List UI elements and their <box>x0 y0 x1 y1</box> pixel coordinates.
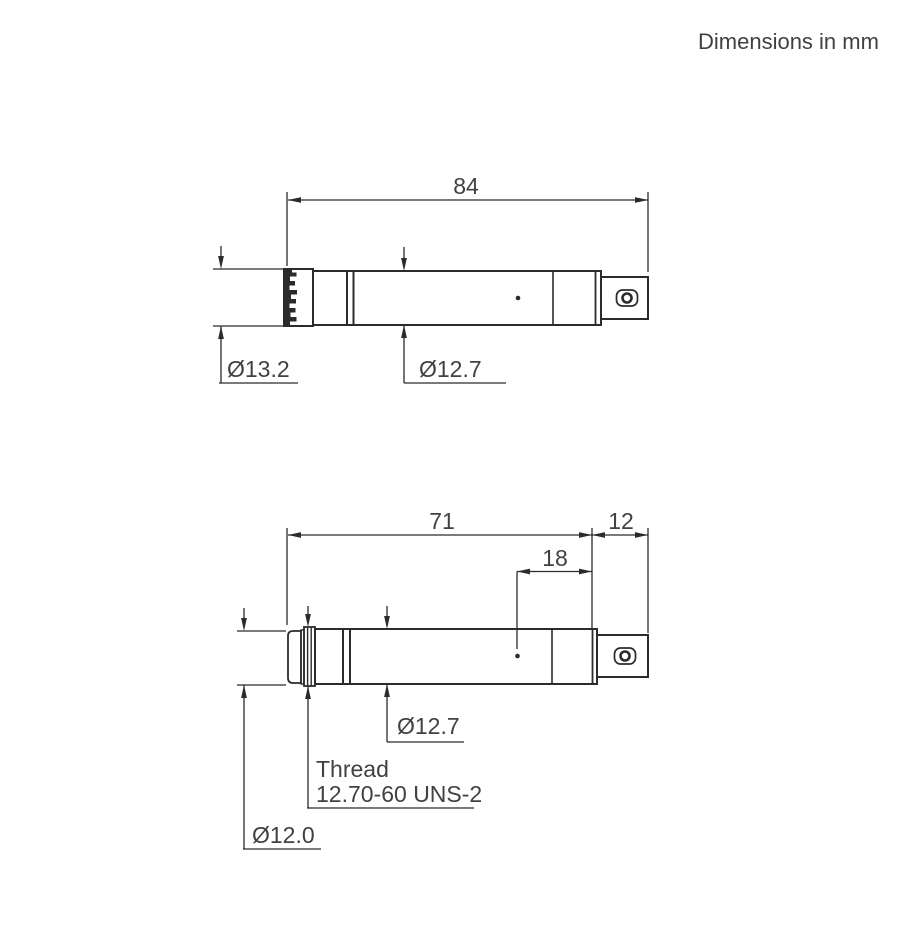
thread-label-line2: 12.70-60 UNS-2 <box>316 781 483 807</box>
arrowhead-up-icon <box>305 686 311 699</box>
bottom-view-drawing <box>237 508 648 849</box>
dim-overall-length <box>287 192 648 272</box>
top-view-drawing <box>213 173 648 383</box>
arrowhead-up-icon <box>218 326 224 339</box>
arrowhead-up-icon <box>401 325 407 338</box>
arrowhead-left-icon <box>288 197 301 203</box>
arrowhead-down-icon <box>401 258 407 271</box>
diaphragm-cap <box>288 631 301 683</box>
mic-outline-with-grid <box>284 269 648 326</box>
arrowhead-left-icon <box>288 532 301 538</box>
dim-label-body-diameter-bottom: Ø12.7 <box>397 713 460 739</box>
arrowhead-up-icon <box>384 684 390 697</box>
connector-housing <box>601 277 648 319</box>
dim-label-front-diameter: Ø12.0 <box>252 822 315 848</box>
thread-label-line1: Thread <box>316 756 389 782</box>
arrowhead-down-icon <box>384 616 390 629</box>
knurl-pattern <box>284 269 297 326</box>
dim-label-overall-length: 84 <box>453 173 479 199</box>
dim-vent-offset <box>517 569 592 649</box>
vent-dot <box>515 654 520 659</box>
dim-label-connector-length: 12 <box>608 508 634 534</box>
arrowhead-up-icon <box>241 685 247 698</box>
arrowhead-right-icon <box>635 532 648 538</box>
arrowhead-left-icon <box>592 532 605 538</box>
arrowhead-right-icon <box>579 569 592 575</box>
thread-section <box>304 627 315 686</box>
arrowhead-down-icon <box>218 256 224 269</box>
vent-dot <box>516 296 521 301</box>
arrowhead-left-icon <box>517 569 530 575</box>
arrowhead-right-icon <box>635 197 648 203</box>
arrowhead-down-icon <box>305 614 311 627</box>
connector-pin-icon <box>623 294 632 303</box>
connector-pin-icon <box>621 652 630 661</box>
dim-body-and-connector-length <box>287 528 648 633</box>
mic-body <box>315 629 597 684</box>
dim-label-body-length: 71 <box>429 508 455 534</box>
mic-outline-without-grid <box>288 627 648 686</box>
connector-housing <box>597 635 648 677</box>
dim-label-body-diameter: Ø12.7 <box>419 356 482 382</box>
arrowhead-down-icon <box>241 618 247 631</box>
arrowhead-right-icon <box>579 532 592 538</box>
dim-label-grid-diameter: Ø13.2 <box>227 356 290 382</box>
mic-body <box>313 271 601 325</box>
dim-label-vent-offset: 18 <box>542 545 568 571</box>
units-note: Dimensions in mm <box>698 29 879 54</box>
